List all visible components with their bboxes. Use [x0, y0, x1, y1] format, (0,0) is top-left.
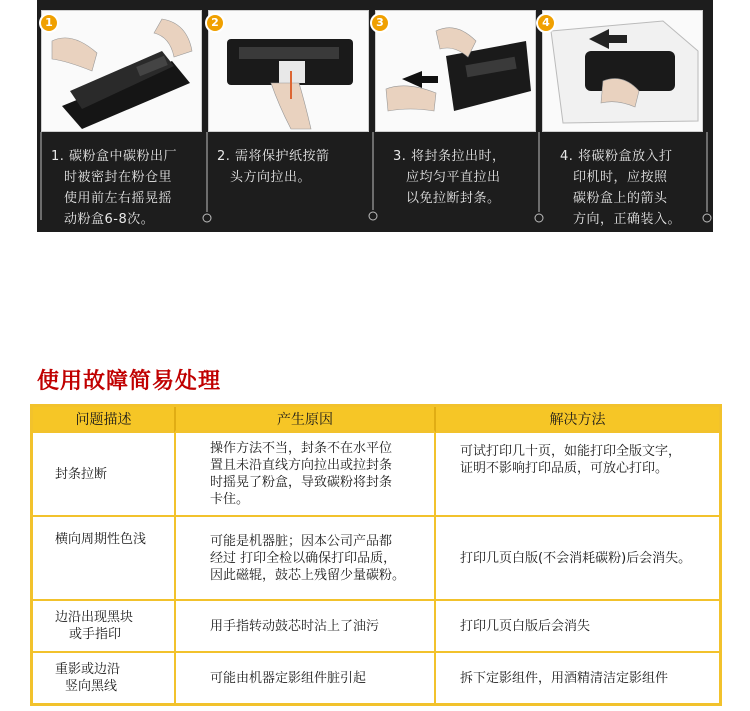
issue-text: 重影或边沿 [55, 662, 121, 677]
step-4-badge: 4 [536, 13, 556, 33]
issue-cell [33, 651, 174, 703]
step-4-text [560, 146, 700, 230]
step-2-badge: 2 [205, 13, 225, 33]
install-steps-panel [37, 0, 713, 232]
insert-cartridge-illustration [543, 11, 703, 132]
fix-cell [436, 599, 719, 651]
step-2-text-line: 2. 需将保护纸按箭 [217, 149, 330, 164]
fix-text: 证明不影响打印品质，可放心打印。 [460, 461, 669, 476]
cause-text: 经过 打印全检以确保打印品质， [210, 550, 397, 566]
step-3-text-line: 应均匀平直拉出 [406, 170, 501, 185]
issue-text: 竖向黑线 [65, 679, 118, 694]
issue-text: 或手指印 [69, 627, 122, 642]
step-3-photo [375, 10, 536, 132]
table-row [33, 515, 719, 599]
fix-text: 拆下定影组件，用酒精清洁定影组件 [460, 670, 669, 686]
step-1-text-line: 动粉盒6-8次。 [64, 212, 155, 227]
issue-text: 边沿出现黑块 [55, 610, 134, 625]
table-row [33, 433, 719, 515]
fix-cell [436, 515, 719, 599]
step-3-text-line: 以免拉断封条。 [406, 191, 501, 206]
step-1-text-line: 1. 碳粉盒中碳粉出厂 [51, 149, 178, 164]
remove-protective-paper-illustration [209, 11, 369, 132]
pull-seal-strip-illustration [376, 11, 536, 132]
step-1-text [51, 146, 191, 230]
cause-cell [174, 433, 436, 515]
fix-text: 可试打印几十页，如能打印全版文字， [460, 444, 682, 459]
issue-text: 封条拉断 [55, 466, 108, 482]
step-3-badge: 3 [370, 13, 390, 33]
cause-text: 操作方法不当，封条不在水平位 [210, 441, 393, 456]
cause-text: 用手指转动鼓芯时沾上了油污 [210, 618, 380, 634]
fix-text: 打印几页白版后会消失 [460, 618, 591, 634]
step-2-text-line: 头方向拉出。 [230, 170, 312, 185]
fix-cell [436, 433, 719, 515]
fix-cell [436, 651, 719, 703]
header-fix: 解决方法 [436, 407, 719, 433]
troubleshooting-table [30, 404, 722, 706]
issue-text: 横向周期性色浅 [55, 532, 147, 547]
step-4-text-line: 4. 将碳粉盒放入打 [560, 149, 673, 164]
header-cause: 产生原因 [174, 407, 436, 433]
cause-text: 可能是机器脏；因本公司产品都 [210, 533, 393, 549]
issue-cell [33, 515, 174, 599]
step-1-text-line: 时被密封在粉仓里 [64, 170, 173, 185]
section-title: 使用故障简易处理 [37, 369, 222, 394]
table-row [33, 651, 719, 703]
step-2-text [217, 146, 357, 188]
cause-cell [174, 599, 436, 651]
table-row [33, 599, 719, 651]
step-4-photo [542, 10, 703, 132]
issue-cell [33, 599, 174, 651]
shake-cartridge-illustration [42, 11, 202, 132]
header-issue: 问题描述 [33, 407, 174, 433]
table-header-row [33, 407, 719, 433]
fix-text: 打印几页白版(不会消耗碳粉)后会消失。 [460, 550, 692, 566]
cause-text: 时摇晃了粉盒，导致碳粉将封条 [210, 475, 393, 490]
step-3-text-line: 3. 将封条拉出时， [393, 149, 506, 164]
cause-cell [174, 515, 436, 599]
cause-cell [174, 651, 436, 703]
issue-cell [33, 433, 174, 515]
step-4-text-line: 方向，正确装入。 [573, 212, 682, 227]
step-4-text-line: 碳粉盒上的箭头 [573, 191, 668, 206]
step-4-text-line: 印机时，应按照 [573, 170, 668, 185]
step-2-photo [208, 10, 369, 132]
step-1-badge: 1 [39, 13, 59, 33]
step-1-text-line: 使用前左右摇晃摇 [64, 191, 173, 206]
cause-text: 置且未沿直线方向拉出或拉封条 [210, 458, 393, 473]
cause-text: 可能由机器定影组件脏引起 [210, 670, 367, 686]
cause-text: 卡住。 [210, 492, 250, 507]
step-1-photo [41, 10, 202, 132]
cause-text: 因此磁辊，鼓芯上残留少量碳粉。 [210, 567, 406, 583]
step-3-text [393, 146, 533, 209]
